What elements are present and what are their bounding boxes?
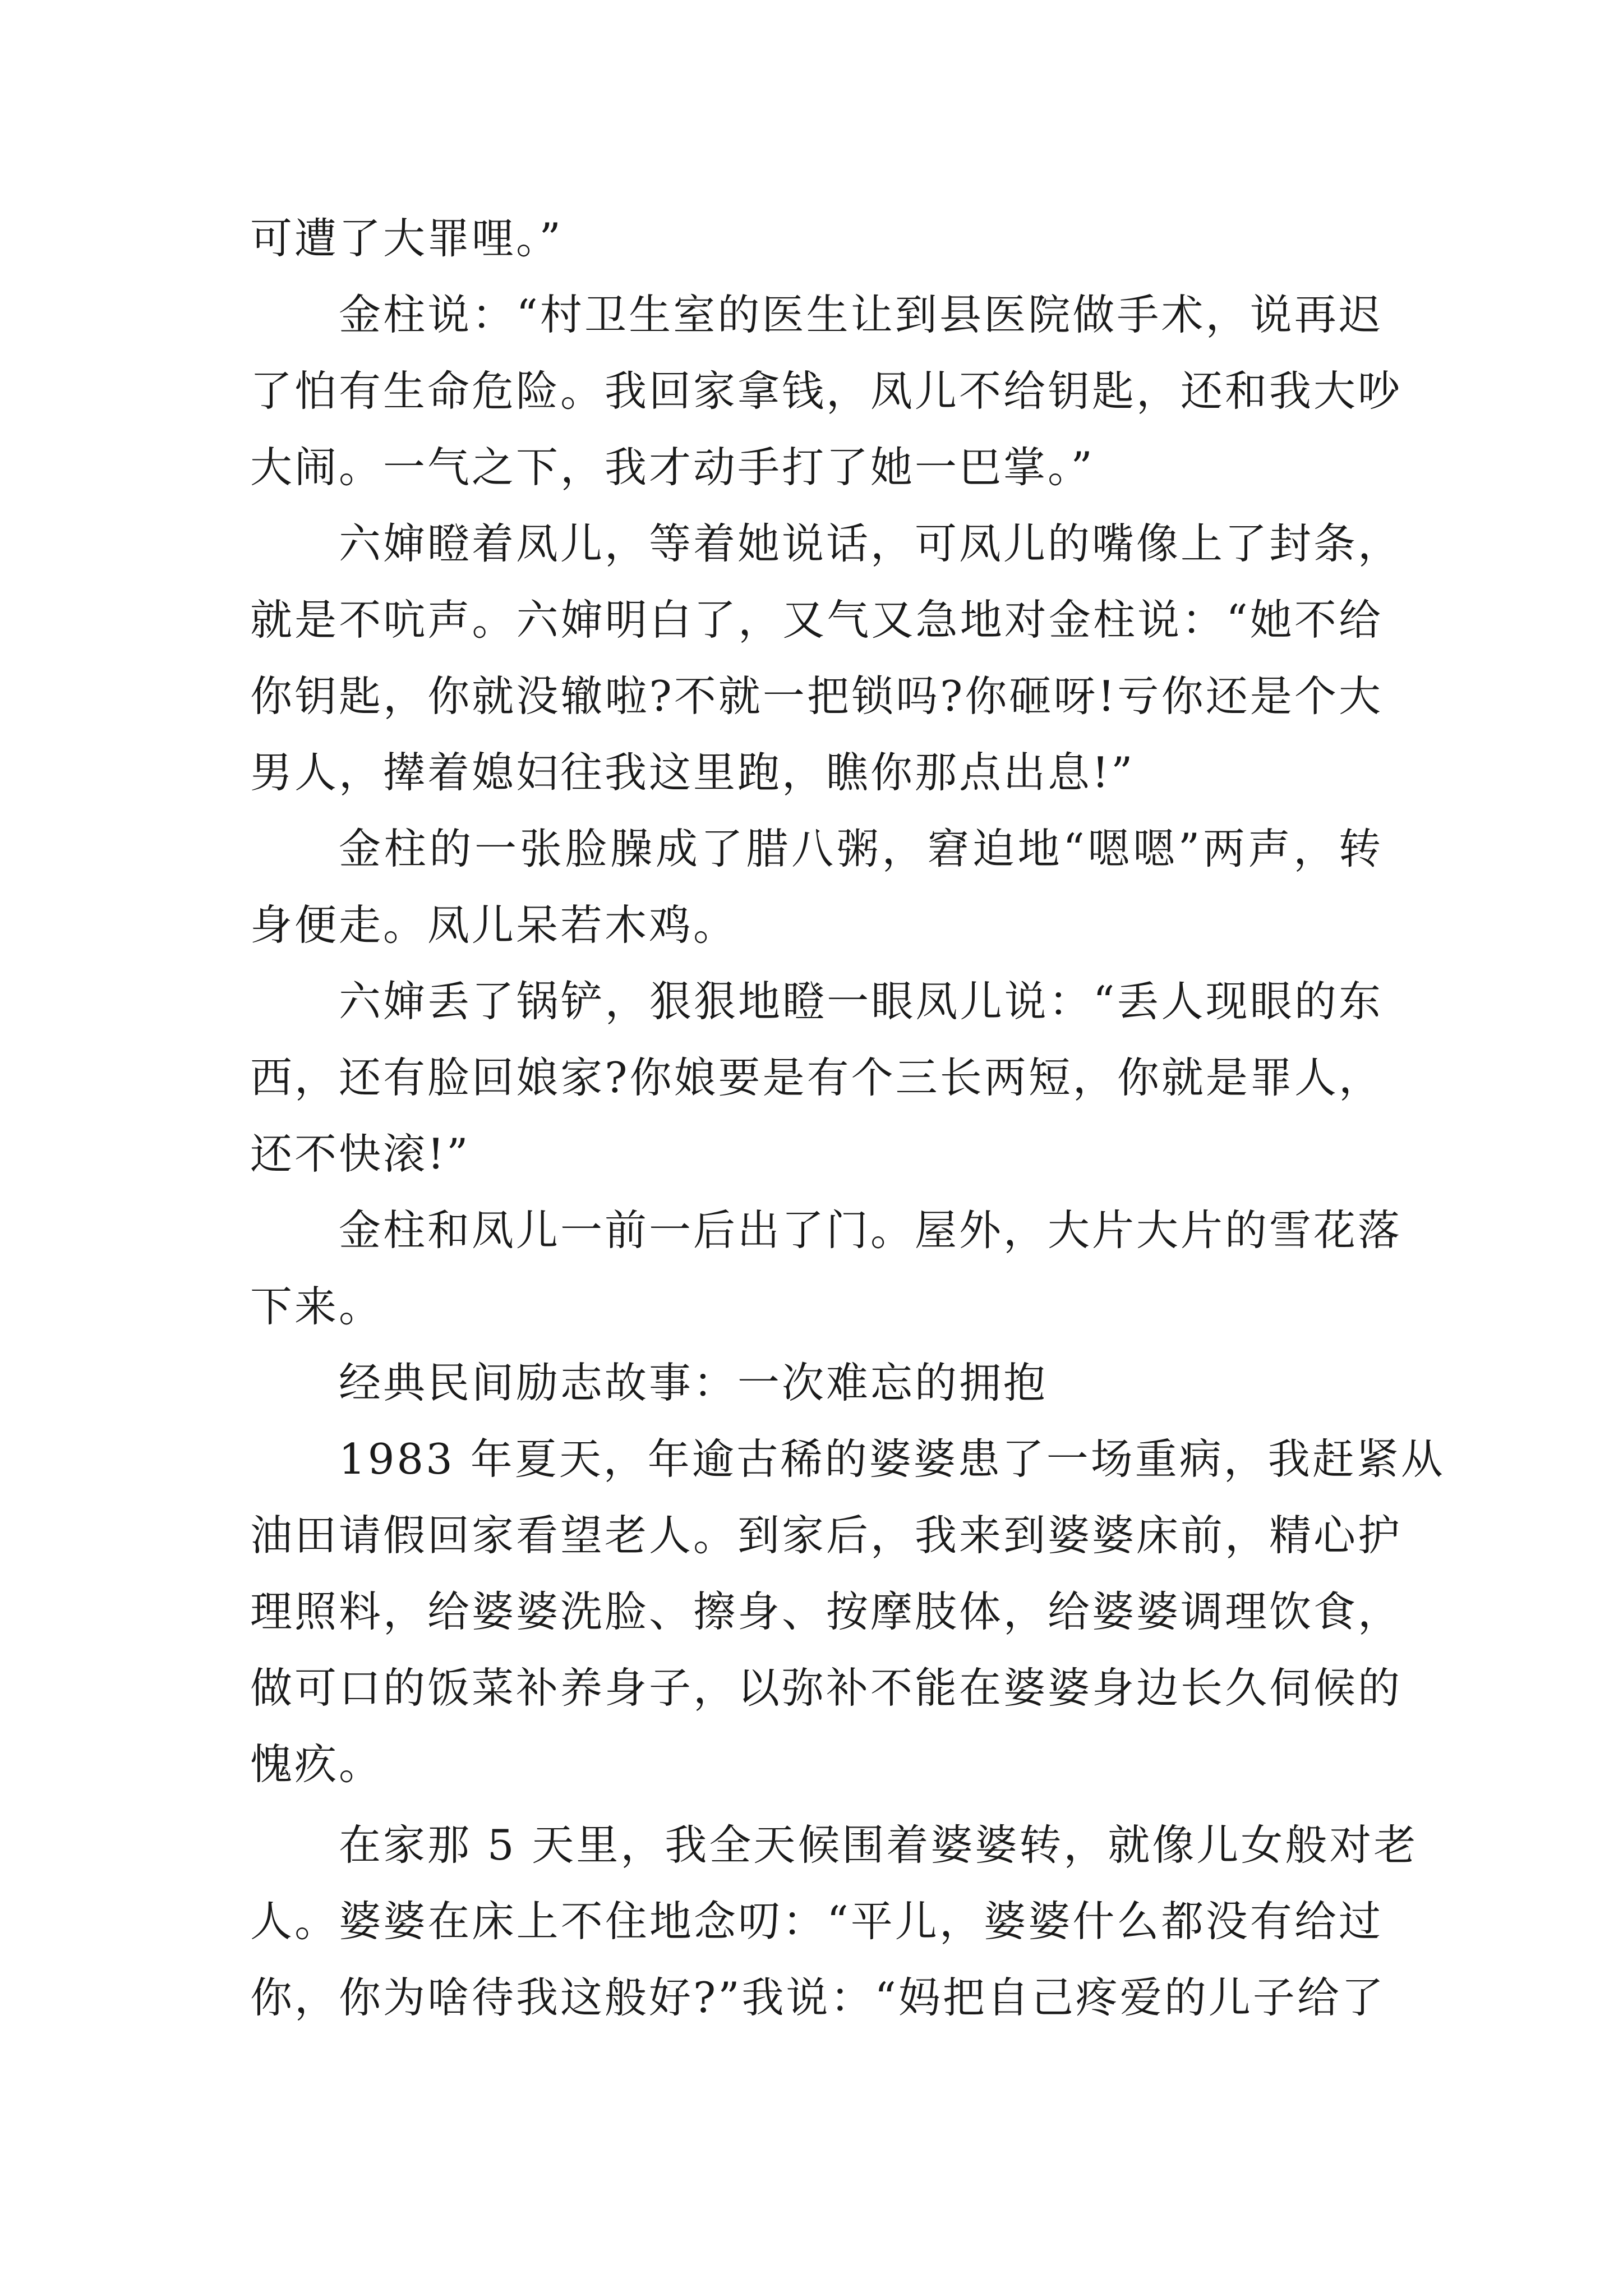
paragraph-start-line: 六婶丢了锅铲，狠狠地瞪一眼凤儿说：“丢人现眼的东 bbox=[339, 977, 1383, 1026]
section-heading: 经典民间励志故事：一次难忘的拥抱 bbox=[339, 1358, 1048, 1407]
paragraph-start-line: 金柱的一张脸臊成了腊八粥，窘迫地“嗯嗯”两声，转 bbox=[339, 824, 1383, 873]
text-line: 理照料，给婆婆洗脸、擦身、按摩肢体，给婆婆调理饮食， bbox=[250, 1587, 1403, 1636]
text-line: 做可口的饭菜补养身子，以弥补不能在婆婆身边长久伺候的 bbox=[250, 1663, 1403, 1713]
text-line: 西，还有脸回娘家?你娘要是有个三长两短，你就是罪人， bbox=[250, 1053, 1383, 1102]
text-line: 了怕有生命危险。我回家拿钱，凤儿不给钥匙，还和我大吵 bbox=[250, 366, 1403, 416]
text-line: 大闹。一气之下，我才动手打了她一巴掌。” bbox=[250, 443, 1095, 492]
paragraph-start-line: 金柱说：“村卫生室的医生让到县医院做手术，说再迟 bbox=[339, 290, 1383, 339]
story-text bbox=[250, 200, 1445, 2036]
text-line: 下来。 bbox=[250, 1282, 384, 1331]
text-line: 愧疚。 bbox=[250, 1740, 384, 1789]
paragraph-start-line: 在家那 5 天里，我全天候围着婆婆转，就像儿女般对老 bbox=[339, 1820, 1418, 1870]
text-line: 你钥匙，你就没辙啦?不就一把锁吗?你砸呀!亏你还是个大 bbox=[250, 671, 1383, 721]
text-line: 男人，撵着媳妇往我这里跑，瞧你那点出息!” bbox=[250, 748, 1135, 797]
paragraph-start-line: 金柱和凤儿一前一后出了门。屋外，大片大片的雪花落 bbox=[339, 1205, 1403, 1255]
text-line: 还不快滚!” bbox=[250, 1129, 471, 1179]
text-line: 可遭了大罪哩。” bbox=[250, 214, 563, 263]
text-line: 人。婆婆在床上不住地念叨：“平儿，婆婆什么都没有给过 bbox=[250, 1897, 1383, 1946]
paragraph-start-line: 1983 年夏天，年逾古稀的婆婆患了一场重病，我赶紧从 bbox=[339, 1434, 1445, 1484]
text-line: 你，你为啥待我这般好?”我说：“妈把自己疼爱的儿子给了 bbox=[250, 1973, 1386, 2022]
text-line: 油田请假回家看望老人。到家后，我来到婆婆床前，精心护 bbox=[250, 1511, 1403, 1560]
text-line: 就是不吭声。六婶明白了，又气又急地对金柱说：“她不给 bbox=[250, 595, 1383, 645]
paragraph-start-line: 六婶瞪着凤儿，等着她说话，可凤儿的嘴像上了封条， bbox=[339, 519, 1403, 568]
text-line: 身便走。凤儿呆若木鸡。 bbox=[250, 900, 738, 950]
